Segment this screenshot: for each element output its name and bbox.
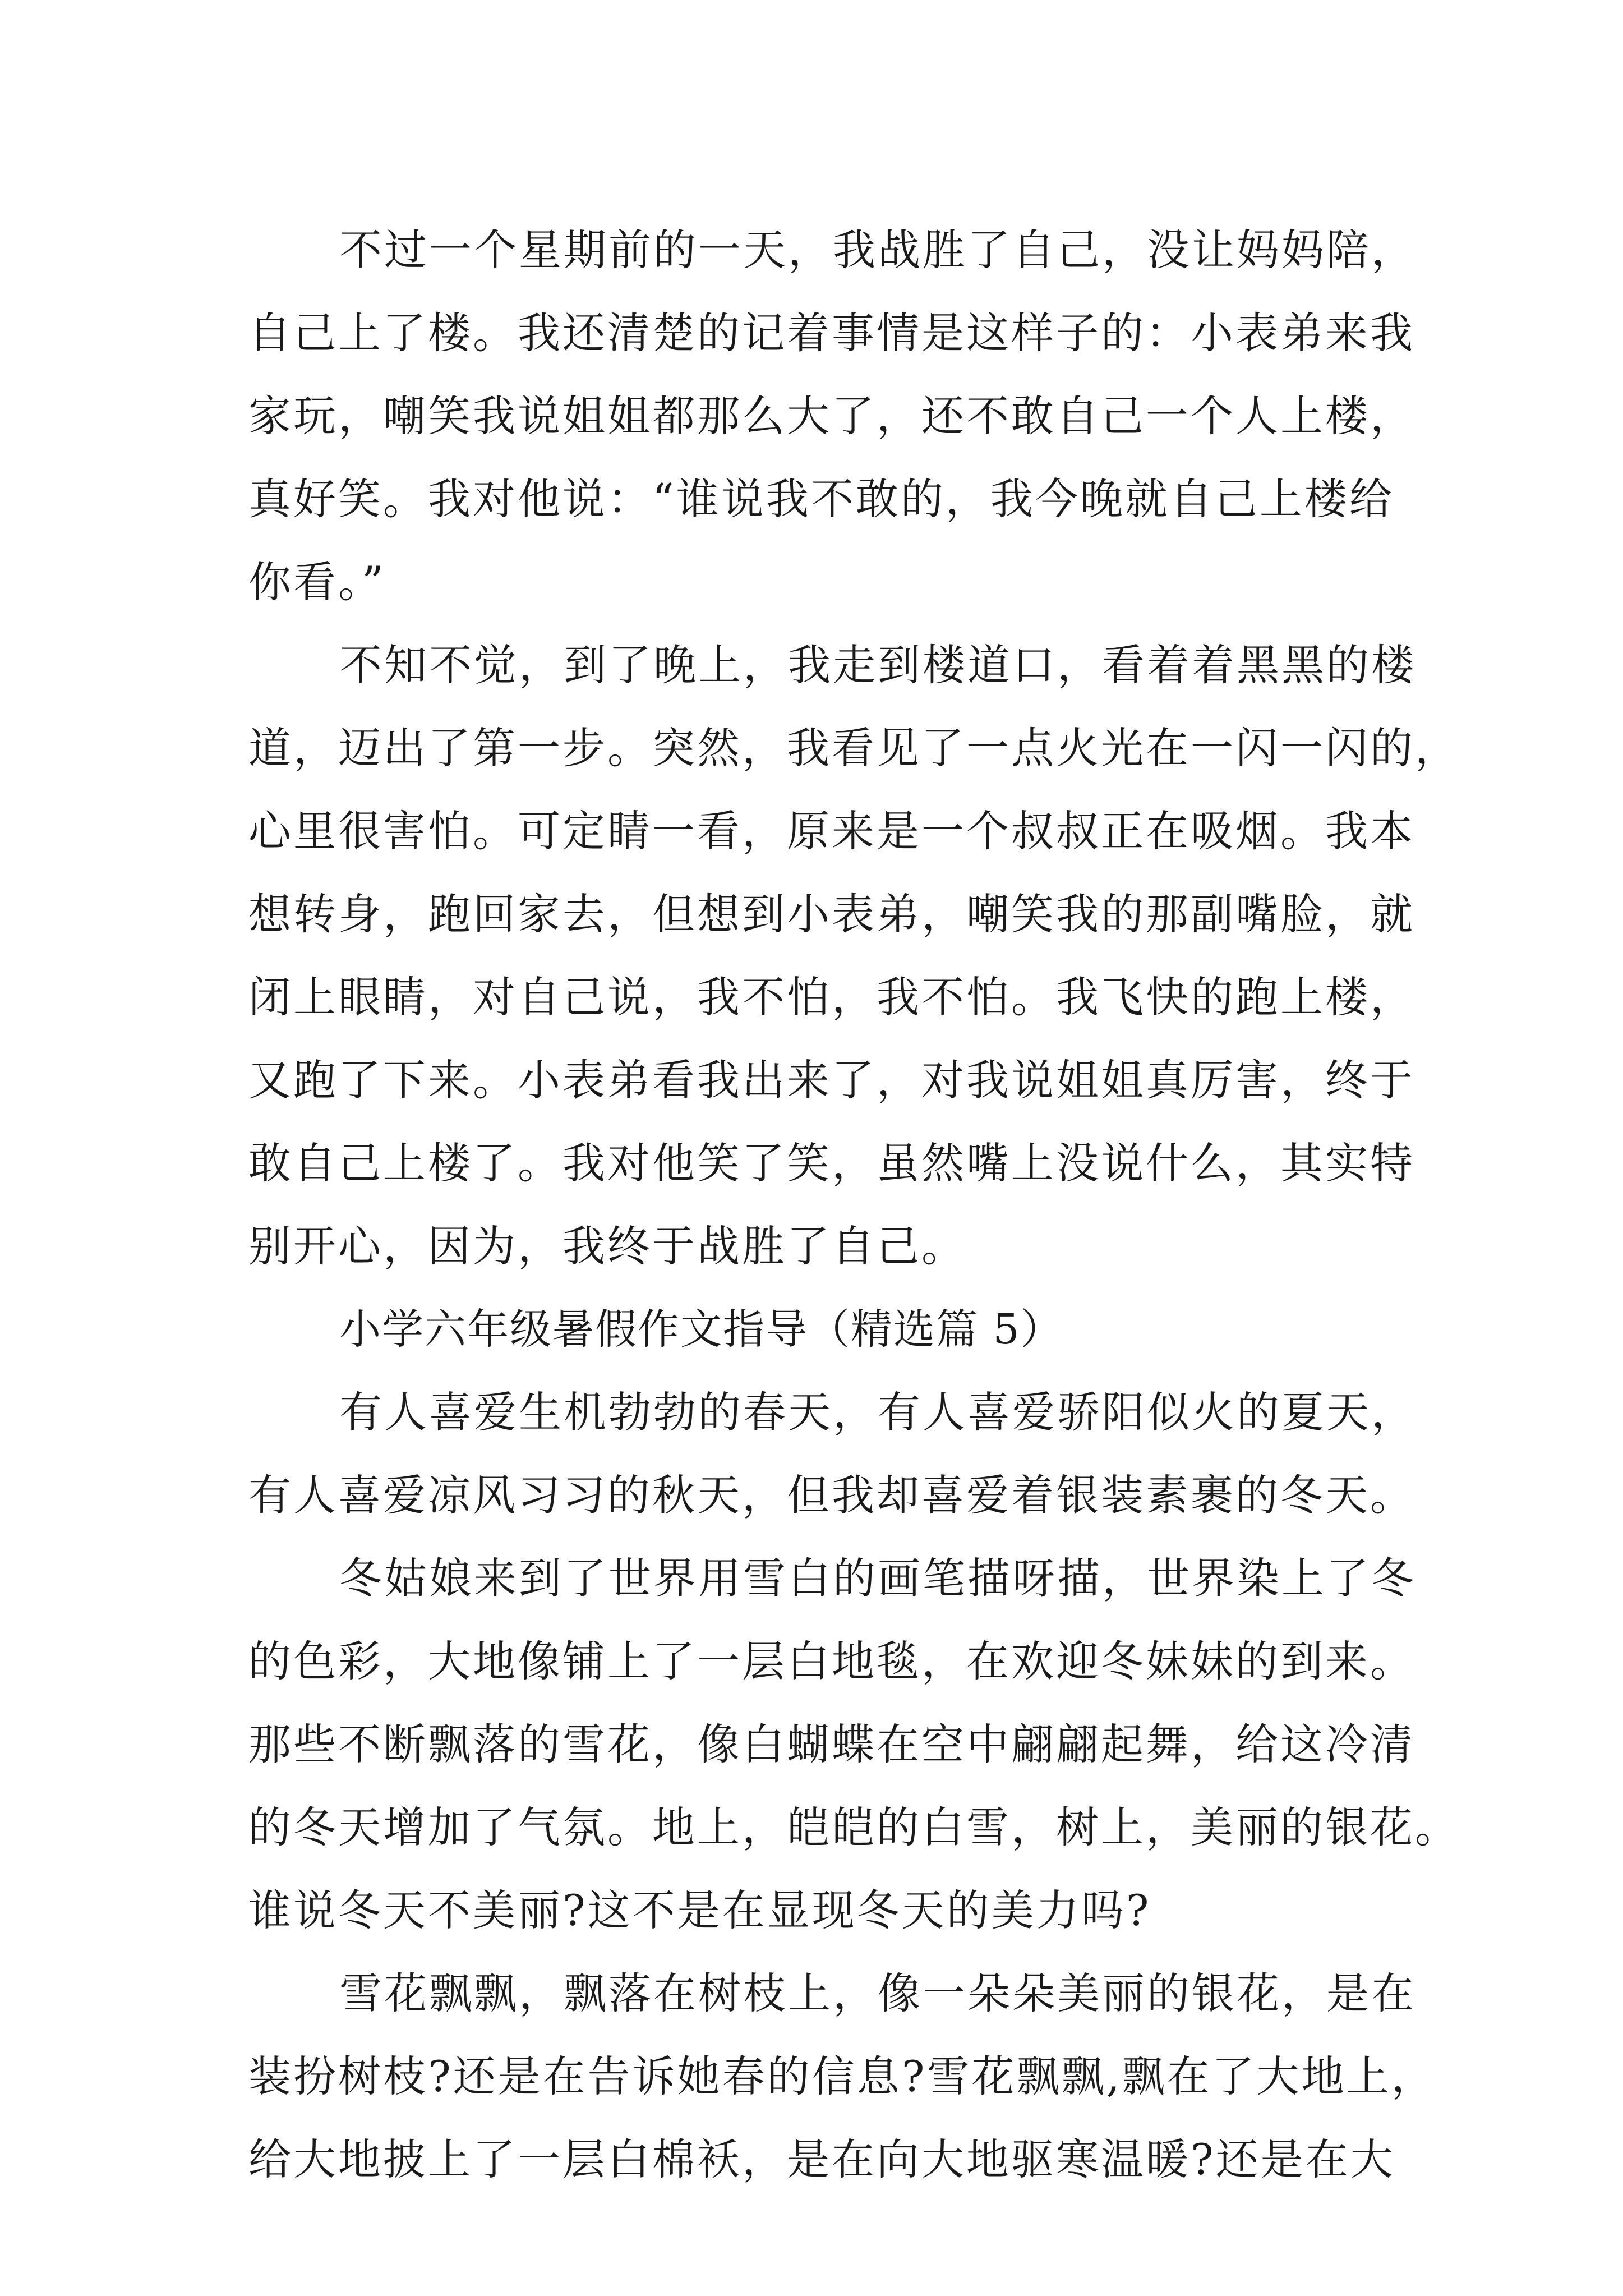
section-heading: 小学六年级暑假作文指导（精选篇 5） xyxy=(339,1305,1063,1354)
text-line: 道，迈出了第一步。突然，我看见了一点火光在一闪一闪的， xyxy=(248,723,1460,773)
text-line: 自己上了楼。我还清楚的记着事情是这样子的：小表弟来我 xyxy=(248,308,1415,358)
text-line: 你看。” xyxy=(248,557,386,607)
essay-text xyxy=(248,209,1460,2201)
text-line: 家玩，嘲笑我说姐姐都那么大了，还不敢自己一个人上楼， xyxy=(248,391,1415,441)
text-line: 又跑了下来。小表弟看我出来了，对我说姐姐真厉害，终于 xyxy=(248,1055,1415,1105)
text-line: 有人喜爱生机勃勃的春天，有人喜爱骄阳似火的夏天， xyxy=(339,1387,1416,1437)
text-line: 冬姑娘来到了世界用雪白的画笔描呀描，世界染上了冬 xyxy=(339,1553,1416,1603)
text-line: 想转身，跑回家去，但想到小表弟，嘲笑我的那副嘴脸，就 xyxy=(248,889,1415,939)
text-line: 有人喜爱凉风习习的秋天，但我却喜爱着银装素裹的冬天。 xyxy=(248,1470,1415,1520)
text-line: 谁说冬天不美丽?这不是在显现冬天的美力吗? xyxy=(248,1885,1151,1935)
text-line: 雪花飘飘，飘落在树枝上，像一朵朵美丽的银花，是在 xyxy=(339,1968,1416,2018)
text-line: 不知不觉，到了晚上，我走到楼道口，看着着黑黑的楼 xyxy=(339,640,1416,690)
text-line: 装扮树枝?还是在告诉她春的信息?雪花飘飘,飘在了大地上， xyxy=(248,2051,1436,2101)
text-line: 不过一个星期前的一天，我战胜了自己，没让妈妈陪， xyxy=(339,225,1416,275)
text-line: 真好笑。我对他说：“谁说我不敢的，我今晚就自己上楼给 xyxy=(248,474,1394,524)
text-line: 给大地披上了一层白棉袄，是在向大地驱寒温暖?还是在大 xyxy=(248,2134,1395,2184)
text-line: 的色彩，大地像铺上了一层白地毯，在欢迎冬妹妹的到来。 xyxy=(248,1636,1415,1686)
text-line: 心里很害怕。可定睛一看，原来是一个叔叔正在吸烟。我本 xyxy=(248,806,1415,856)
text-line: 别开心，因为，我终于战胜了自己。 xyxy=(248,1221,966,1271)
text-line: 那些不断飘落的雪花，像白蝴蝶在空中翩翩起舞，给这冷清 xyxy=(248,1719,1415,1769)
text-line: 的冬天增加了气氛。地上，皑皑的白雪，树上，美丽的银花。 xyxy=(248,1802,1460,1852)
text-line: 敢自己上楼了。我对他笑了笑，虽然嘴上没说什么，其实特 xyxy=(248,1138,1415,1188)
text-line: 闭上眼睛，对自己说，我不怕，我不怕。我飞快的跑上楼， xyxy=(248,972,1415,1022)
